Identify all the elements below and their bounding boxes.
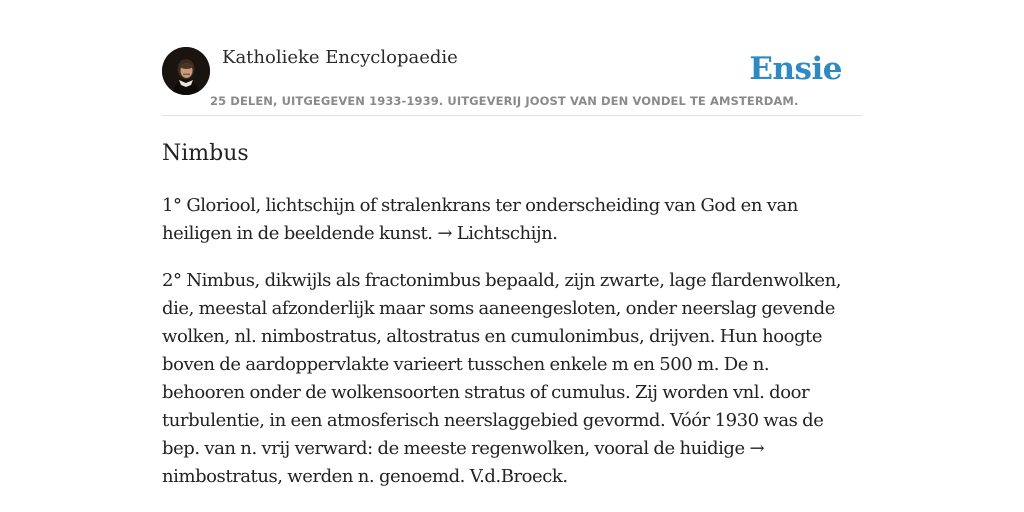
source-title[interactable]: Katholieke Encyclopaedie bbox=[222, 47, 458, 68]
source-header bbox=[162, 0, 862, 116]
source-subtitle: 25 DELEN, UITGEGEVEN 1933-1939. UITGEVERIJ JOOST VAN DEN VONDEL TE AMSTERDAM. bbox=[210, 94, 799, 108]
entry-paragraph-1: 1° Gloriool, lichtschijn of stralenkrans ter onderscheiding van God en van heiligen in de beeldende kunst. → Lichtschijn. bbox=[162, 195, 798, 244]
page bbox=[162, 0, 862, 512]
entry-paragraph-2: 2° Nimbus, dikwijls als fractonimbus bepaald, zijn zwarte, lage flardenwolken, die, meestal afzonderlijk maar soms aaneengesloten, onder neerslag gevende wolken, nl. nimbostratus, altostratus en cumulonimbus, drijven. Hun hoogte boven de aardoppervlakte varieert tusschen enkele m en 500 m. De n. behooren onder de wolkensoorten stratus of cumulus. Zij worden vnl. door turbulentie, in een atmosferisch neerslaggebied gevormd. Vóór 1930 was de bep. van n. vrij verward: de meeste regenwolken, vooral de huidige → nimbostratus, werden n. genoemd. V.d.Broeck. bbox=[162, 270, 842, 487]
entry-body bbox=[162, 192, 852, 510]
portrait-avatar-icon bbox=[162, 47, 210, 95]
ensie-logo-link[interactable]: Ensie bbox=[749, 51, 842, 87]
entry-title: Nimbus bbox=[162, 141, 249, 166]
